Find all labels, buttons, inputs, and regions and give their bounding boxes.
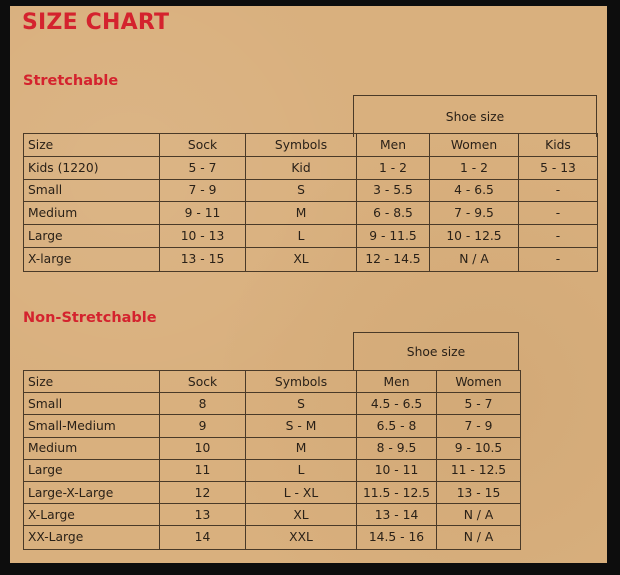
stretchable-table-cell: 5 - 7 bbox=[160, 157, 246, 180]
stretchable-table-cell: - bbox=[555, 252, 561, 267]
stretchable-table-cell: 4 - 6.5 bbox=[430, 180, 519, 203]
stretchable-shoe-size-label: Shoe size bbox=[445, 109, 505, 124]
stretchable-table-cell: - bbox=[519, 225, 597, 248]
non-stretchable-table-cell: XXL bbox=[246, 526, 357, 548]
stretchable-column-header: Symbols bbox=[246, 134, 357, 157]
stretchable-table-cell: 9 - 11.5 bbox=[357, 225, 430, 248]
stretchable-column-header: Sock bbox=[160, 134, 246, 157]
non-stretchable-table-cell: Large bbox=[24, 460, 160, 482]
non-stretchable-table-cell: XX-Large bbox=[24, 526, 160, 548]
non-stretchable-table-cell: 9 - 10.5 bbox=[437, 438, 520, 460]
non-stretchable-table-cell: N / A bbox=[437, 504, 520, 526]
stretchable-table-cell: Kid bbox=[246, 157, 357, 180]
non-stretchable-table-cell: 12 bbox=[160, 482, 246, 504]
stretchable-table-cell: 1 - 2 bbox=[430, 157, 519, 180]
non-stretchable-table-cell: Small bbox=[24, 393, 160, 415]
non-stretchable-column-header: Women bbox=[437, 371, 520, 393]
size-chart-card bbox=[10, 6, 607, 563]
non-stretchable-table-cell: 11 bbox=[160, 460, 246, 482]
stretchable-table bbox=[23, 133, 598, 272]
non-stretchable-table-cell: 4.5 - 6.5 bbox=[357, 393, 437, 415]
non-stretchable-table-cell: N / A bbox=[463, 530, 494, 545]
non-stretchable-table-cell: L bbox=[246, 460, 357, 482]
stretchable-table-cell: L bbox=[246, 225, 357, 248]
non-stretchable-column-header: Symbols bbox=[246, 371, 357, 393]
stretchable-table-cell: Large bbox=[24, 225, 160, 248]
non-stretchable-table-cell: Medium bbox=[24, 438, 160, 460]
stretchable-table-cell: X-large bbox=[24, 248, 160, 271]
non-stretchable-table bbox=[23, 370, 521, 550]
stretchable-table-cell: 9 - 11 bbox=[160, 202, 246, 225]
non-stretchable-table-cell: Small-Medium bbox=[24, 415, 160, 437]
non-stretchable-column-header: Men bbox=[357, 371, 437, 393]
page-title: SIZE CHART bbox=[22, 10, 170, 35]
stretchable-table-cell: 1 - 2 bbox=[357, 157, 430, 180]
stretchable-table-cell: 5 - 13 bbox=[519, 157, 597, 180]
non-stretchable-table-cell: S bbox=[246, 393, 357, 415]
non-stretchable-table-cell: L - XL bbox=[246, 482, 357, 504]
non-stretchable-column-header: Sock bbox=[160, 371, 246, 393]
stretchable-column-header: Kids bbox=[519, 134, 597, 157]
non-stretchable-table-cell: 7 - 9 bbox=[437, 415, 520, 437]
stretchable-table-cell: - bbox=[519, 180, 597, 203]
non-stretchable-table-cell: 11 - 12.5 bbox=[437, 460, 520, 482]
non-stretchable-table-cell: 10 bbox=[160, 438, 246, 460]
non-stretchable-table-cell: 6.5 - 8 bbox=[357, 415, 437, 437]
stretchable-column-header: Women bbox=[430, 134, 519, 157]
non-stretchable-table-cell: X-Large bbox=[24, 504, 160, 526]
stretchable-table-cell: - bbox=[519, 202, 597, 225]
stretchable-heading: Stretchable bbox=[23, 73, 119, 89]
stretchable-table-cell: Kids (1220) bbox=[24, 157, 160, 180]
non-stretchable-table-cell: 8 bbox=[160, 393, 246, 415]
stretchable-table-cell: N / A bbox=[430, 248, 519, 271]
stretchable-table-cell: 6 - 8.5 bbox=[357, 202, 430, 225]
non-stretchable-table-cell: S - M bbox=[246, 415, 357, 437]
non-stretchable-table-cell: 9 bbox=[160, 415, 246, 437]
stretchable-column-header: Size bbox=[24, 134, 160, 157]
stretchable-table-cell: 12 - 14.5 bbox=[357, 248, 430, 271]
non-stretchable-table-cell: M bbox=[246, 438, 357, 460]
non-stretchable-table-cell: 13 bbox=[160, 504, 246, 526]
stretchable-table-cell: Small bbox=[24, 180, 160, 203]
non-stretchable-column-header: Size bbox=[24, 371, 160, 393]
non-stretchable-table-cell: Large-X-Large bbox=[24, 482, 160, 504]
stretchable-table-cell: 7 - 9.5 bbox=[430, 202, 519, 225]
non-stretchable-heading: Non-Stretchable bbox=[23, 310, 157, 326]
non-stretchable-table-cell: 13 - 15 bbox=[437, 482, 520, 504]
stretchable-table-cell: 10 - 12.5 bbox=[430, 225, 519, 248]
stretchable-column-header: Men bbox=[357, 134, 430, 157]
stretchable-table-cell: XL bbox=[246, 248, 357, 271]
non-stretchable-table-cell: 14 bbox=[160, 526, 246, 548]
non-stretchable-table-cell: 11.5 - 12.5 bbox=[357, 482, 437, 504]
non-stretchable-table-cell: 5 - 7 bbox=[437, 393, 520, 415]
non-stretchable-table-cell: 10 - 11 bbox=[357, 460, 437, 482]
non-stretchable-table-cell: 8 - 9.5 bbox=[357, 438, 437, 460]
non-stretchable-shoe-size-header bbox=[353, 332, 519, 371]
stretchable-table-cell: 7 - 9 bbox=[160, 180, 246, 203]
stretchable-table-cell: S bbox=[246, 180, 357, 203]
stretchable-table-cell: 13 - 15 bbox=[160, 248, 246, 271]
stretchable-shoe-size-header bbox=[353, 95, 597, 137]
non-stretchable-table-cell: 13 - 14 bbox=[357, 504, 437, 526]
stretchable-table-cell: 3 - 5.5 bbox=[357, 180, 430, 203]
stretchable-table-cell: M bbox=[246, 202, 357, 225]
non-stretchable-table-cell: XL bbox=[246, 504, 357, 526]
stretchable-table-cell: 10 - 13 bbox=[160, 225, 246, 248]
stretchable-table-cell: Medium bbox=[24, 202, 160, 225]
non-stretchable-shoe-size-label: Shoe size bbox=[406, 345, 466, 359]
non-stretchable-table-cell: 14.5 - 16 bbox=[357, 526, 437, 548]
